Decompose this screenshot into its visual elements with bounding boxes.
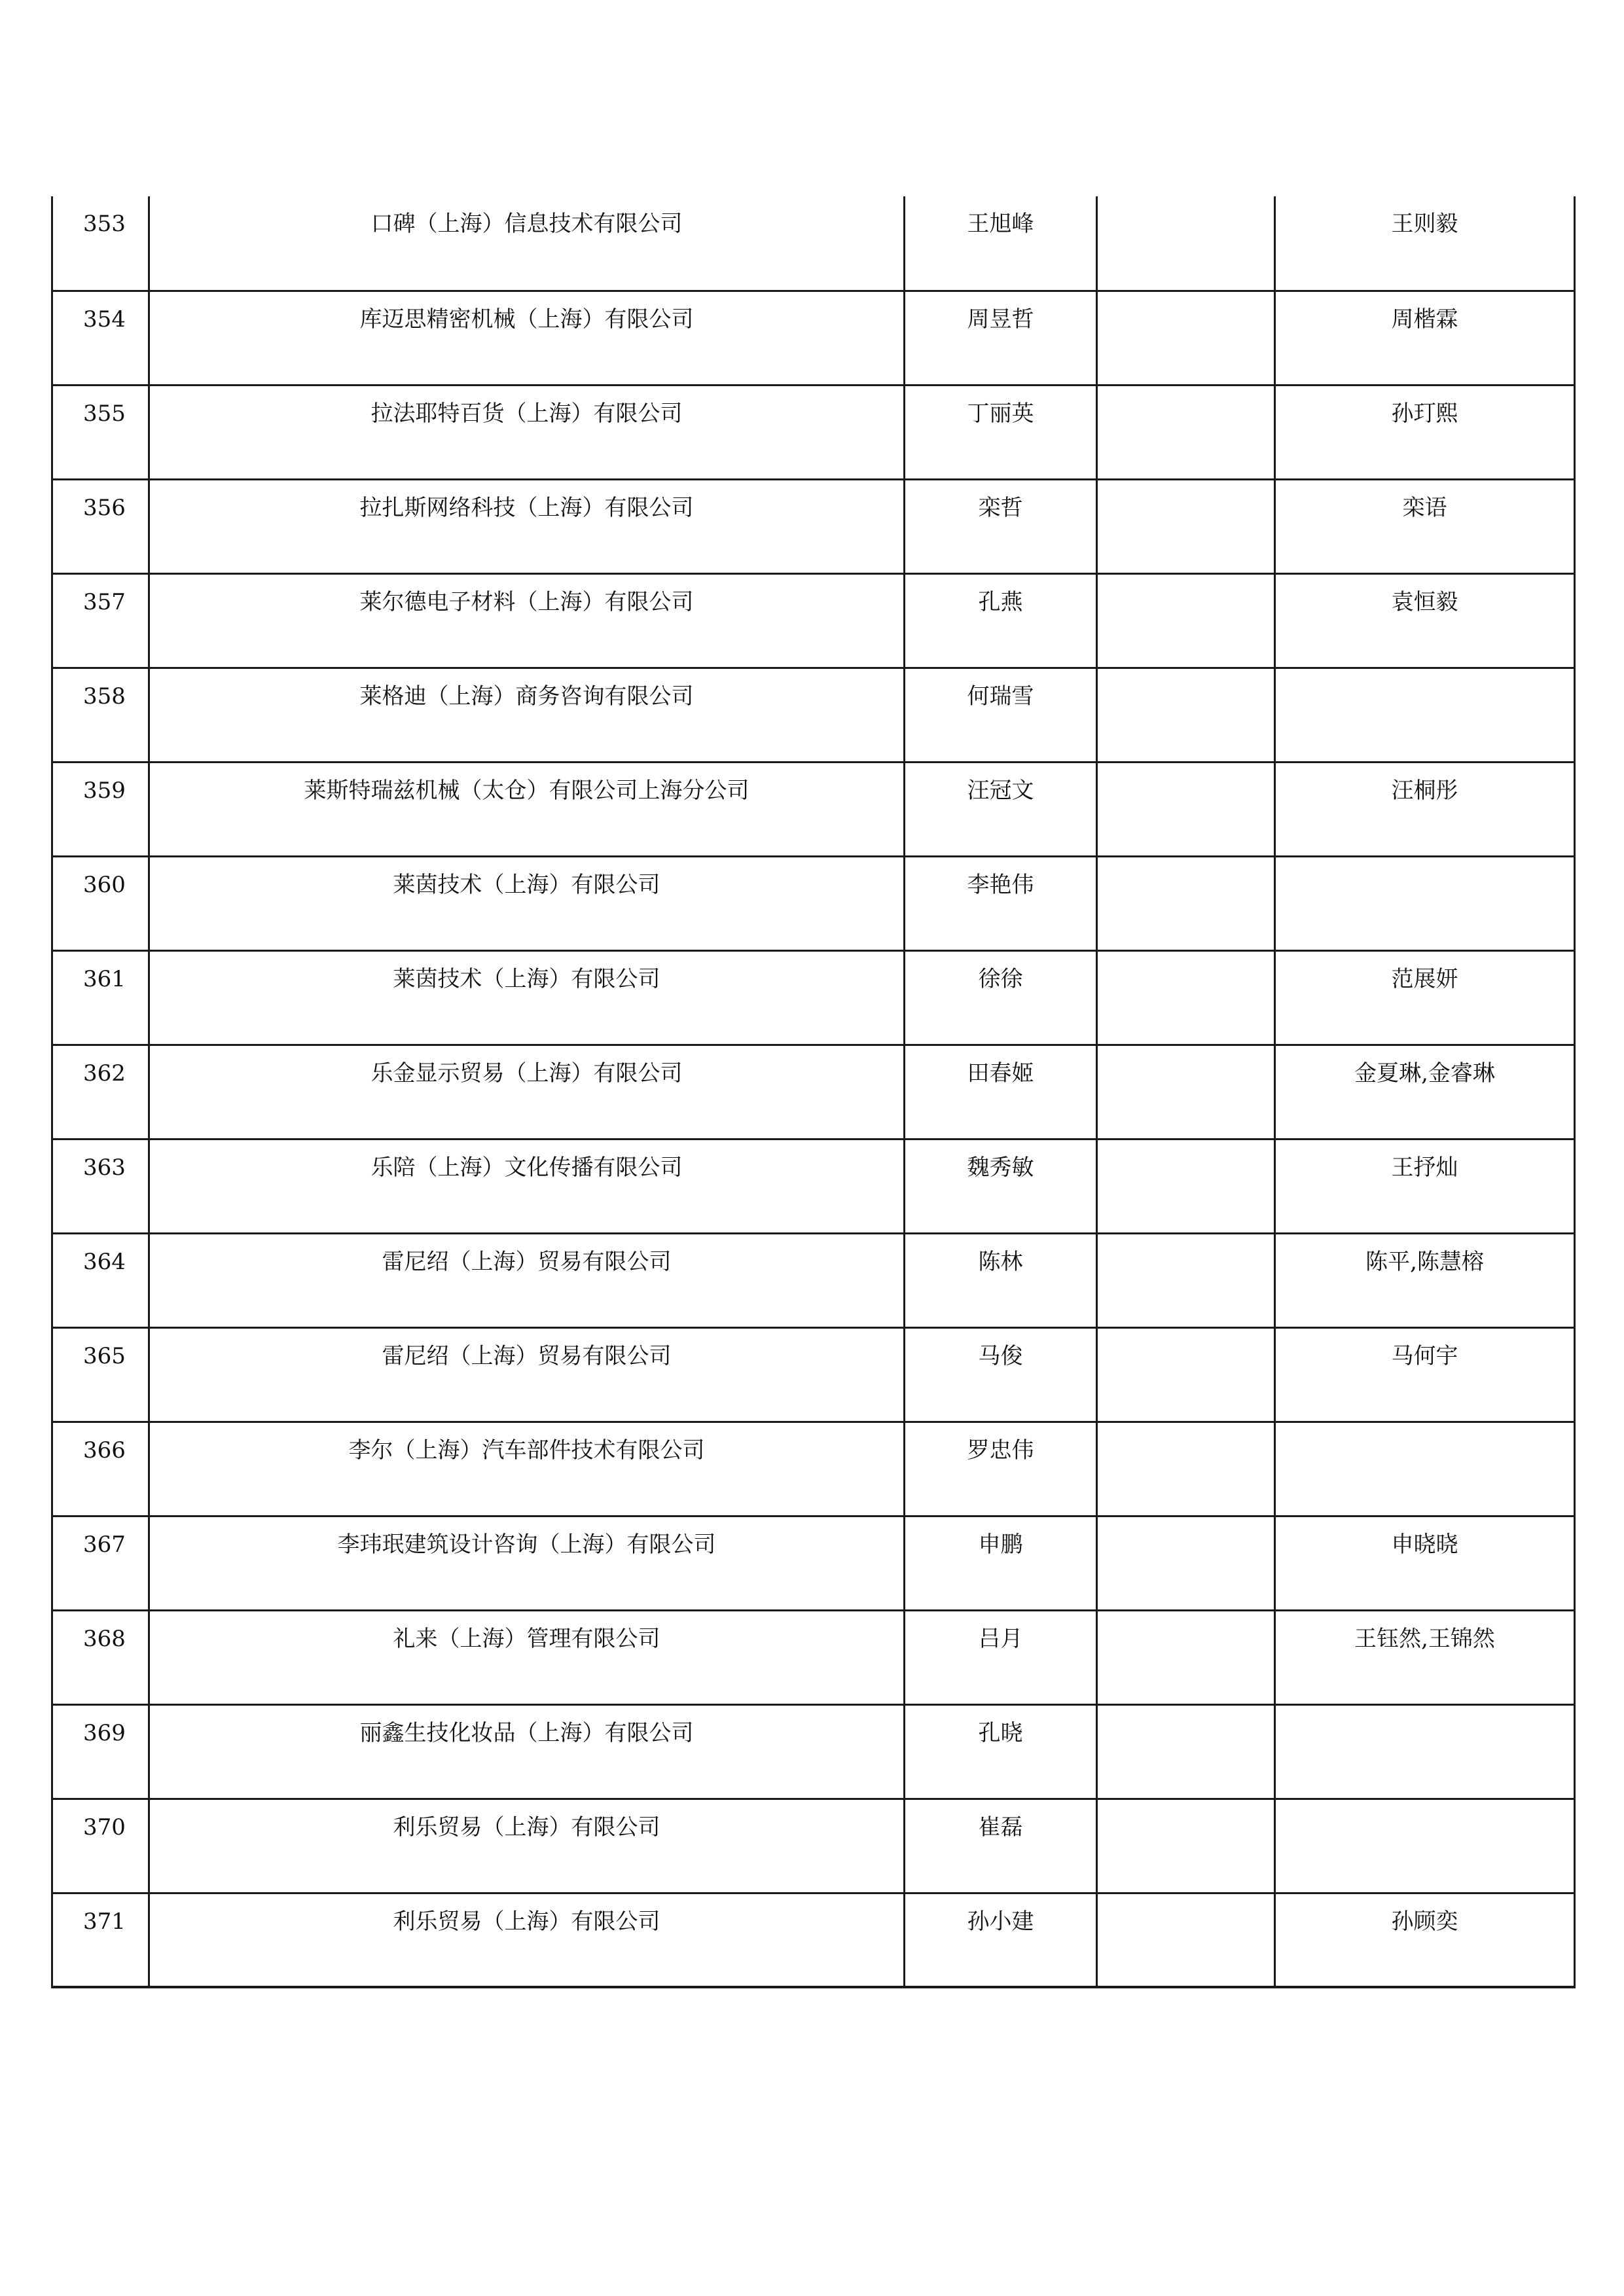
family-names: 马何宇 [1275,1327,1575,1422]
roster-table [51,196,1576,1988]
person-name: 孔晓 [905,1704,1097,1799]
family-names [1275,1704,1575,1799]
table-row [52,291,1575,385]
empty-cell [1097,1045,1275,1139]
person-name: 吕月 [905,1610,1097,1704]
company-name: 莱尔德电子材料（上海）有限公司 [149,573,905,668]
table-row [52,1799,1575,1893]
family-names [1275,1422,1575,1516]
empty-cell [1097,1327,1275,1422]
person-name: 汪冠文 [905,762,1097,856]
person-name: 孔燕 [905,573,1097,668]
row-number: 358 [52,668,149,762]
empty-cell [1097,291,1275,385]
table-row [52,1139,1575,1233]
family-names: 周楷霖 [1275,291,1575,385]
row-number: 370 [52,1799,149,1893]
row-number: 364 [52,1233,149,1327]
row-number: 356 [52,479,149,573]
family-names [1275,668,1575,762]
family-names: 王抒灿 [1275,1139,1575,1233]
company-name: 礼来（上海）管理有限公司 [149,1610,905,1704]
table-row [52,668,1575,762]
table-row [52,1893,1575,1987]
family-names: 陈平,陈慧榕 [1275,1233,1575,1327]
person-name: 崔磊 [905,1799,1097,1893]
table-row [52,479,1575,573]
family-names: 申晓晓 [1275,1516,1575,1610]
person-name: 栾哲 [905,479,1097,573]
company-name: 雷尼绍（上海）贸易有限公司 [149,1233,905,1327]
company-name: 莱茵技术（上海）有限公司 [149,856,905,950]
row-number: 361 [52,950,149,1045]
company-name: 莱格迪（上海）商务咨询有限公司 [149,668,905,762]
row-number: 359 [52,762,149,856]
empty-cell [1097,479,1275,573]
empty-cell [1097,762,1275,856]
family-names: 孙顾奕 [1275,1893,1575,1987]
row-number: 360 [52,856,149,950]
empty-cell [1097,196,1275,291]
empty-cell [1097,1893,1275,1987]
table-row [52,856,1575,950]
company-name: 拉扎斯网络科技（上海）有限公司 [149,479,905,573]
table-row [52,762,1575,856]
person-name: 王旭峰 [905,196,1097,291]
family-names: 金夏琳,金睿琳 [1275,1045,1575,1139]
empty-cell [1097,1139,1275,1233]
row-number: 363 [52,1139,149,1233]
family-names [1275,1799,1575,1893]
empty-cell [1097,1610,1275,1704]
table-row [52,1045,1575,1139]
family-names: 范展妍 [1275,950,1575,1045]
person-name: 罗忠伟 [905,1422,1097,1516]
company-name: 拉法耶特百货（上海）有限公司 [149,385,905,479]
person-name: 田春姬 [905,1045,1097,1139]
row-number: 362 [52,1045,149,1139]
family-names [1275,856,1575,950]
table-row [52,196,1575,291]
company-name: 莱茵技术（上海）有限公司 [149,950,905,1045]
empty-cell [1097,1704,1275,1799]
table-row [52,385,1575,479]
company-name: 库迈思精密机械（上海）有限公司 [149,291,905,385]
empty-cell [1097,1799,1275,1893]
company-name: 乐陪（上海）文化传播有限公司 [149,1139,905,1233]
empty-cell [1097,1233,1275,1327]
empty-cell [1097,856,1275,950]
person-name: 李艳伟 [905,856,1097,950]
empty-cell [1097,573,1275,668]
row-number: 365 [52,1327,149,1422]
company-name: 口碑（上海）信息技术有限公司 [149,196,905,291]
row-number: 367 [52,1516,149,1610]
table-row [52,1516,1575,1610]
table-row [52,1704,1575,1799]
person-name: 周昱哲 [905,291,1097,385]
roster-table-body [52,196,1575,1987]
family-names: 袁恒毅 [1275,573,1575,668]
empty-cell [1097,668,1275,762]
family-names: 王则毅 [1275,196,1575,291]
company-name: 李尔（上海）汽车部件技术有限公司 [149,1422,905,1516]
row-number: 368 [52,1610,149,1704]
table-row [52,1422,1575,1516]
family-names: 栾语 [1275,479,1575,573]
row-number: 366 [52,1422,149,1516]
company-name: 李玮珉建筑设计咨询（上海）有限公司 [149,1516,905,1610]
company-name: 丽鑫生技化妆品（上海）有限公司 [149,1704,905,1799]
empty-cell [1097,385,1275,479]
table-row [52,573,1575,668]
company-name: 利乐贸易（上海）有限公司 [149,1799,905,1893]
row-number: 353 [52,196,149,291]
company-name: 雷尼绍（上海）贸易有限公司 [149,1327,905,1422]
person-name: 孙小建 [905,1893,1097,1987]
table-row [52,950,1575,1045]
family-names: 孙玎熙 [1275,385,1575,479]
person-name: 徐徐 [905,950,1097,1045]
person-name: 陈林 [905,1233,1097,1327]
table-row [52,1233,1575,1327]
row-number: 371 [52,1893,149,1987]
table-row [52,1327,1575,1422]
empty-cell [1097,1422,1275,1516]
person-name: 马俊 [905,1327,1097,1422]
company-name: 利乐贸易（上海）有限公司 [149,1893,905,1987]
family-names: 汪桐彤 [1275,762,1575,856]
company-name: 乐金显示贸易（上海）有限公司 [149,1045,905,1139]
person-name: 魏秀敏 [905,1139,1097,1233]
row-number: 369 [52,1704,149,1799]
person-name: 丁丽英 [905,385,1097,479]
row-number: 357 [52,573,149,668]
person-name: 何瑞雪 [905,668,1097,762]
row-number: 354 [52,291,149,385]
row-number: 355 [52,385,149,479]
empty-cell [1097,1516,1275,1610]
company-name: 莱斯特瑞兹机械（太仓）有限公司上海分公司 [149,762,905,856]
empty-cell [1097,950,1275,1045]
family-names: 王钰然,王锦然 [1275,1610,1575,1704]
person-name: 申鹏 [905,1516,1097,1610]
table-row [52,1610,1575,1704]
